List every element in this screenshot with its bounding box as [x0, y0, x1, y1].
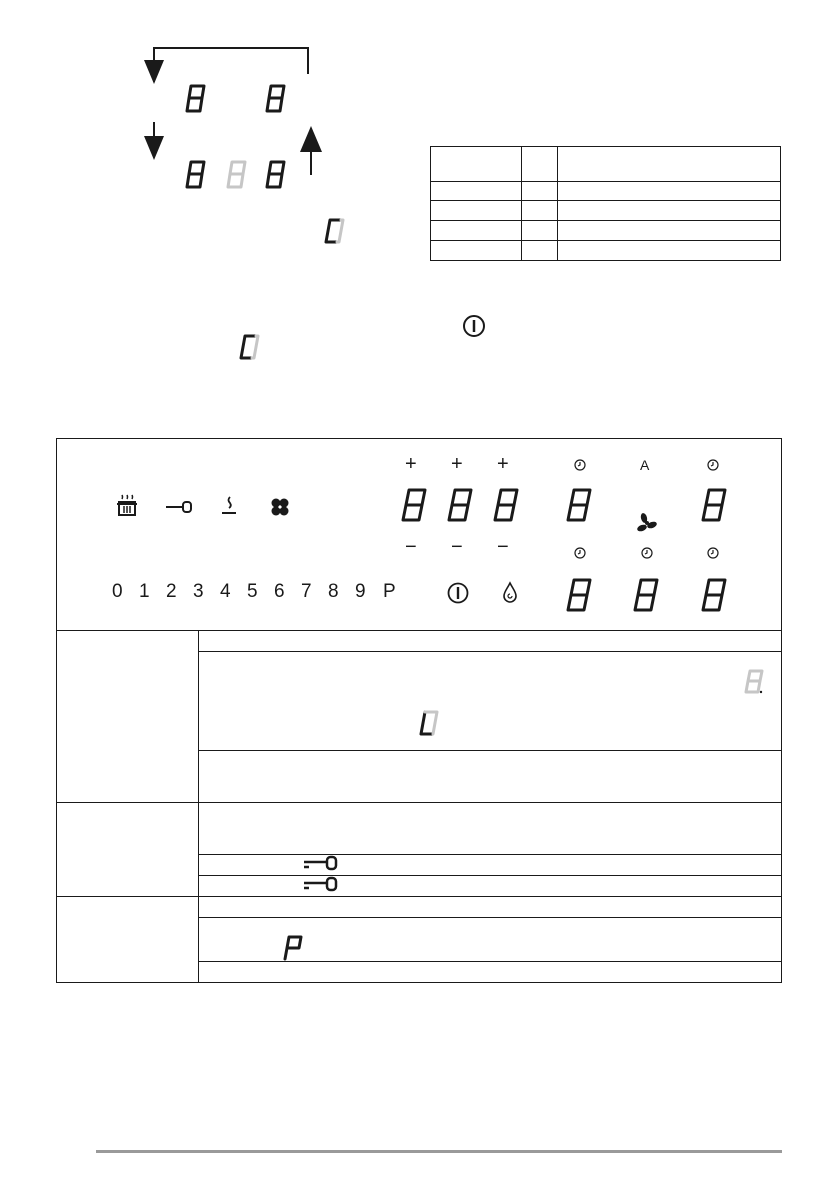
top-digit-1: [186, 84, 208, 114]
description-table: [56, 631, 782, 983]
timer-digit-top-right: [702, 488, 728, 522]
number-key-1[interactable]: 1: [139, 581, 150, 602]
number-key-8[interactable]: 8: [328, 581, 339, 602]
timer-digit-bottom-3: [702, 578, 728, 612]
key-lock-icon: [303, 856, 337, 870]
symbol-c-small: [325, 218, 345, 244]
clock-icon: [574, 459, 586, 471]
timer-digit-bottom-2: [634, 578, 660, 612]
hob-heat-icon: [221, 496, 237, 516]
power-icon: [462, 314, 486, 338]
timer-digit-top-left: [567, 488, 593, 522]
number-key-0[interactable]: 0: [112, 581, 123, 602]
plus-label-1: +: [405, 453, 417, 475]
number-key-4[interactable]: 4: [220, 581, 231, 602]
power-button-icon[interactable]: [447, 582, 469, 604]
footer-rule: [96, 1150, 782, 1153]
clock-icon: [707, 547, 719, 559]
number-key-p[interactable]: P: [383, 581, 396, 602]
clock-icon: [641, 547, 653, 559]
number-key-2[interactable]: 2: [166, 581, 177, 602]
clock-icon: [707, 459, 719, 471]
fan-icon: [637, 513, 657, 533]
number-key-7[interactable]: 7: [301, 581, 312, 602]
minus-label-1: −: [405, 536, 417, 558]
minus-label-3: −: [497, 536, 509, 558]
top-digit-2: [266, 84, 288, 114]
top-digit-4-dim: [227, 160, 249, 190]
symbol-c-mid: [240, 334, 260, 360]
key-lock-icon: [303, 877, 337, 891]
symbol-l: [420, 710, 440, 736]
top-digit-3: [186, 160, 208, 190]
number-key-3[interactable]: 3: [193, 581, 204, 602]
number-key-5[interactable]: 5: [247, 581, 258, 602]
control-panel: [56, 438, 782, 631]
info-table-small: [430, 146, 781, 261]
top-digit-5: [266, 160, 288, 190]
plus-label-3: +: [497, 453, 509, 475]
number-key-6[interactable]: 6: [274, 581, 285, 602]
fan-four-leaf-icon: [270, 497, 290, 517]
timer-digit-bottom-1: [567, 578, 593, 612]
zone-digit-2: [448, 488, 474, 522]
plus-label-2: +: [451, 453, 463, 475]
zone-digit-1: [402, 488, 428, 522]
zone-digit-3: [494, 488, 520, 522]
clock-icon: [574, 547, 586, 559]
symbol-p: [284, 935, 304, 961]
drop-icon[interactable]: [502, 582, 518, 604]
key-lock-icon: [165, 501, 193, 513]
pot-icon: [116, 494, 138, 518]
auto-label: A: [640, 457, 650, 473]
symbol-8-dot: [745, 669, 765, 695]
minus-label-2: −: [451, 536, 463, 558]
number-key-9[interactable]: 9: [355, 581, 366, 602]
